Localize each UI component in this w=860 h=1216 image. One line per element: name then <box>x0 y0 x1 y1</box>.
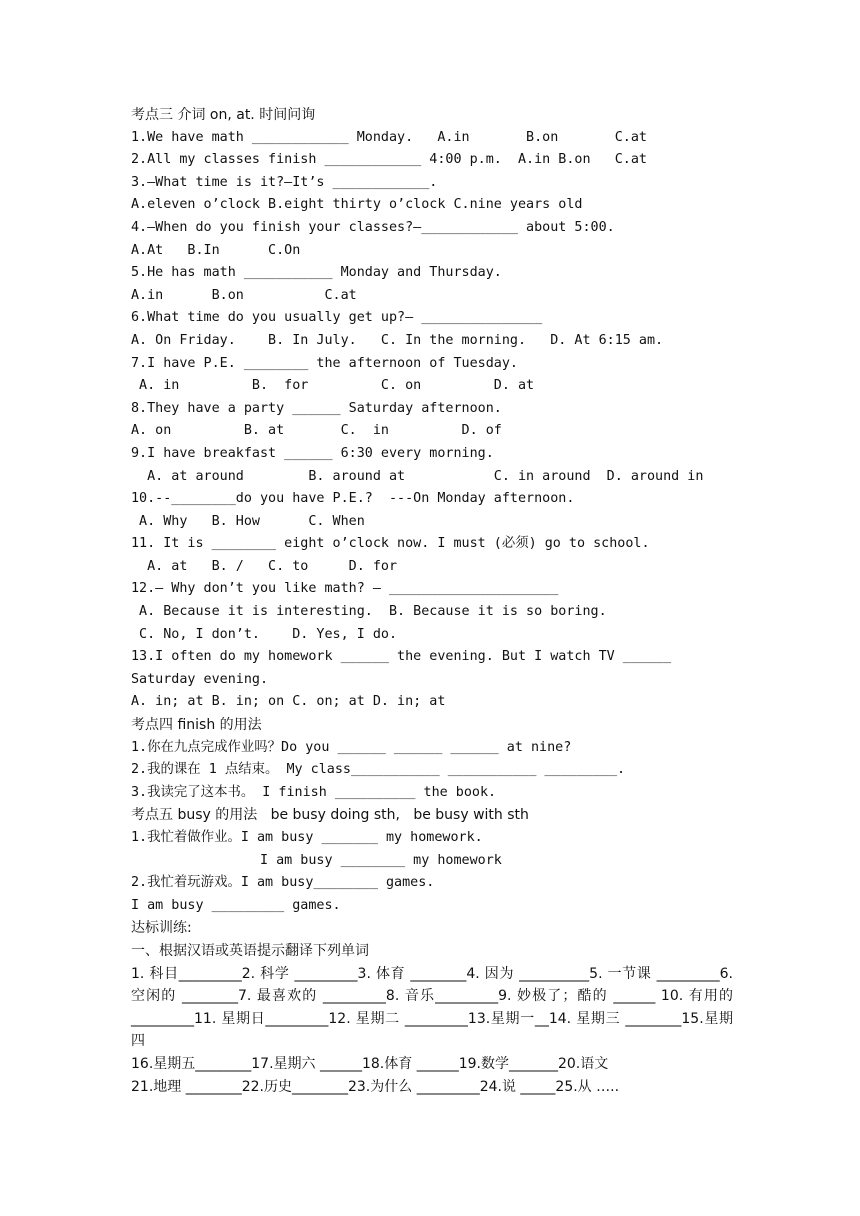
section3-line: 6.What time do you usually get up?— _______________ <box>131 310 543 326</box>
section3-line: 7.I have P.E. ________ the afternoon of Tuesday. <box>131 355 518 371</box>
section3-line: A. at B. / C. to D. for <box>131 558 398 574</box>
section3-line: A. at around B. around at C. in around D. around in <box>131 468 704 484</box>
section4-heading: 考点四 finish 的用法 <box>131 717 262 734</box>
section3-line: 11. It is ________ eight o’clock now. I must (必须) go to school. <box>131 536 650 552</box>
training-subheading: 一、根据汉语或英语提示翻译下列单词 <box>131 942 369 959</box>
section3-line: 3.—What time is it?—It’s ____________. <box>131 174 438 190</box>
section4-lines <box>131 737 733 805</box>
section3-line: 12.— Why don’t you like math? — _____________________ <box>131 581 559 597</box>
section3-lines <box>131 127 733 714</box>
section4-line: 3.我读完了这本书。 I finish __________ the book. <box>131 784 497 800</box>
section4-line: 2.我的课在 1 点结束。 My class___________ ___________ _________. <box>131 762 626 778</box>
section5-heading: 考点五 busy 的用法 be busy doing sth, be busy with sth <box>131 807 529 824</box>
section5-line: I am busy ________ my homework <box>131 852 502 868</box>
section3-line: 9.I have breakfast ______ 6:30 every morning. <box>131 445 494 461</box>
section5-line: 2.我忙着玩游戏。I am busy________ games. <box>131 875 435 891</box>
vocab-paragraph: 1. 科目_________2. 科学 _________3. 体育 ________4. 因为 __________5. 一节课 _________6. 空闲的 ________7. 最喜欢的 _________8. 音乐_________9. 妙极了；酷的 ______ 10. 有用的 _________11. 星期日_________12. 星期二 _________13.星期一__14. 星期三 ________15.星期四 <box>131 965 733 1050</box>
section3-line: A. Why B. How C. When <box>131 513 365 529</box>
vocab-line-16: 16.星期五________17.星期六 ______18.体育 ______19.数学_______20.语文 <box>131 1055 609 1072</box>
section3-line: 4.—When do you finish your classes?—____________ about 5:00. <box>131 219 615 235</box>
section3-line: 2.All my classes finish ____________ 4:00 p.m. A.in B.on C.at <box>131 152 647 168</box>
section3-line: A.eleven o’clock B.eight thirty o’clock C.nine years old <box>131 197 583 213</box>
worksheet-page <box>131 104 733 1098</box>
section3-line: 13.I often do my homework ______ the evening. But I watch TV ______ <box>131 649 672 665</box>
section3-line: 1.We have math ____________ Monday. A.in B.on C.at <box>131 129 647 145</box>
section3-line: 5.He has math ___________ Monday and Thursday. <box>131 265 502 281</box>
section3-line: 8.They have a party ______ Saturday afternoon. <box>131 400 502 416</box>
section3-line: A. Because it is interesting. B. Because it is so boring. <box>131 604 607 620</box>
section3-line: A. On Friday. B. In July. C. In the morning. D. At 6:15 am. <box>131 332 664 348</box>
section3-line: A. in B. for C. on D. at <box>131 378 535 394</box>
section3-line: A. in; at B. in; on C. on; at D. in; at <box>131 694 446 710</box>
section3-line: 10.--________do you have P.E.? ---On Monday afternoon. <box>131 491 575 507</box>
section3-heading: 考点三 介词 on, at. 时间问询 <box>131 107 316 123</box>
section5-line: I am busy _________ games. <box>131 897 341 913</box>
training-heading: 达标训练: <box>131 920 192 937</box>
section5-lines <box>131 827 733 917</box>
vocab-line-21: 21.地理 ________22.历史________23.为什么 _________24.说 _____25.从 ….. <box>131 1078 620 1095</box>
section4-line: 1.你在九点完成作业吗？Do you ______ ______ ______ at nine? <box>131 739 572 755</box>
section3-line: Saturday evening. <box>131 671 269 687</box>
section3-line: A.in B.on C.at <box>131 287 357 303</box>
section3-line: A.At B.In C.On <box>131 242 301 258</box>
section3-line: A. on B. at C. in D. of <box>131 423 502 439</box>
section5-line: 1.我忙着做作业。I am busy _______ my homework. <box>131 830 483 845</box>
section3-line: C. No, I don’t. D. Yes, I do. <box>131 626 398 642</box>
